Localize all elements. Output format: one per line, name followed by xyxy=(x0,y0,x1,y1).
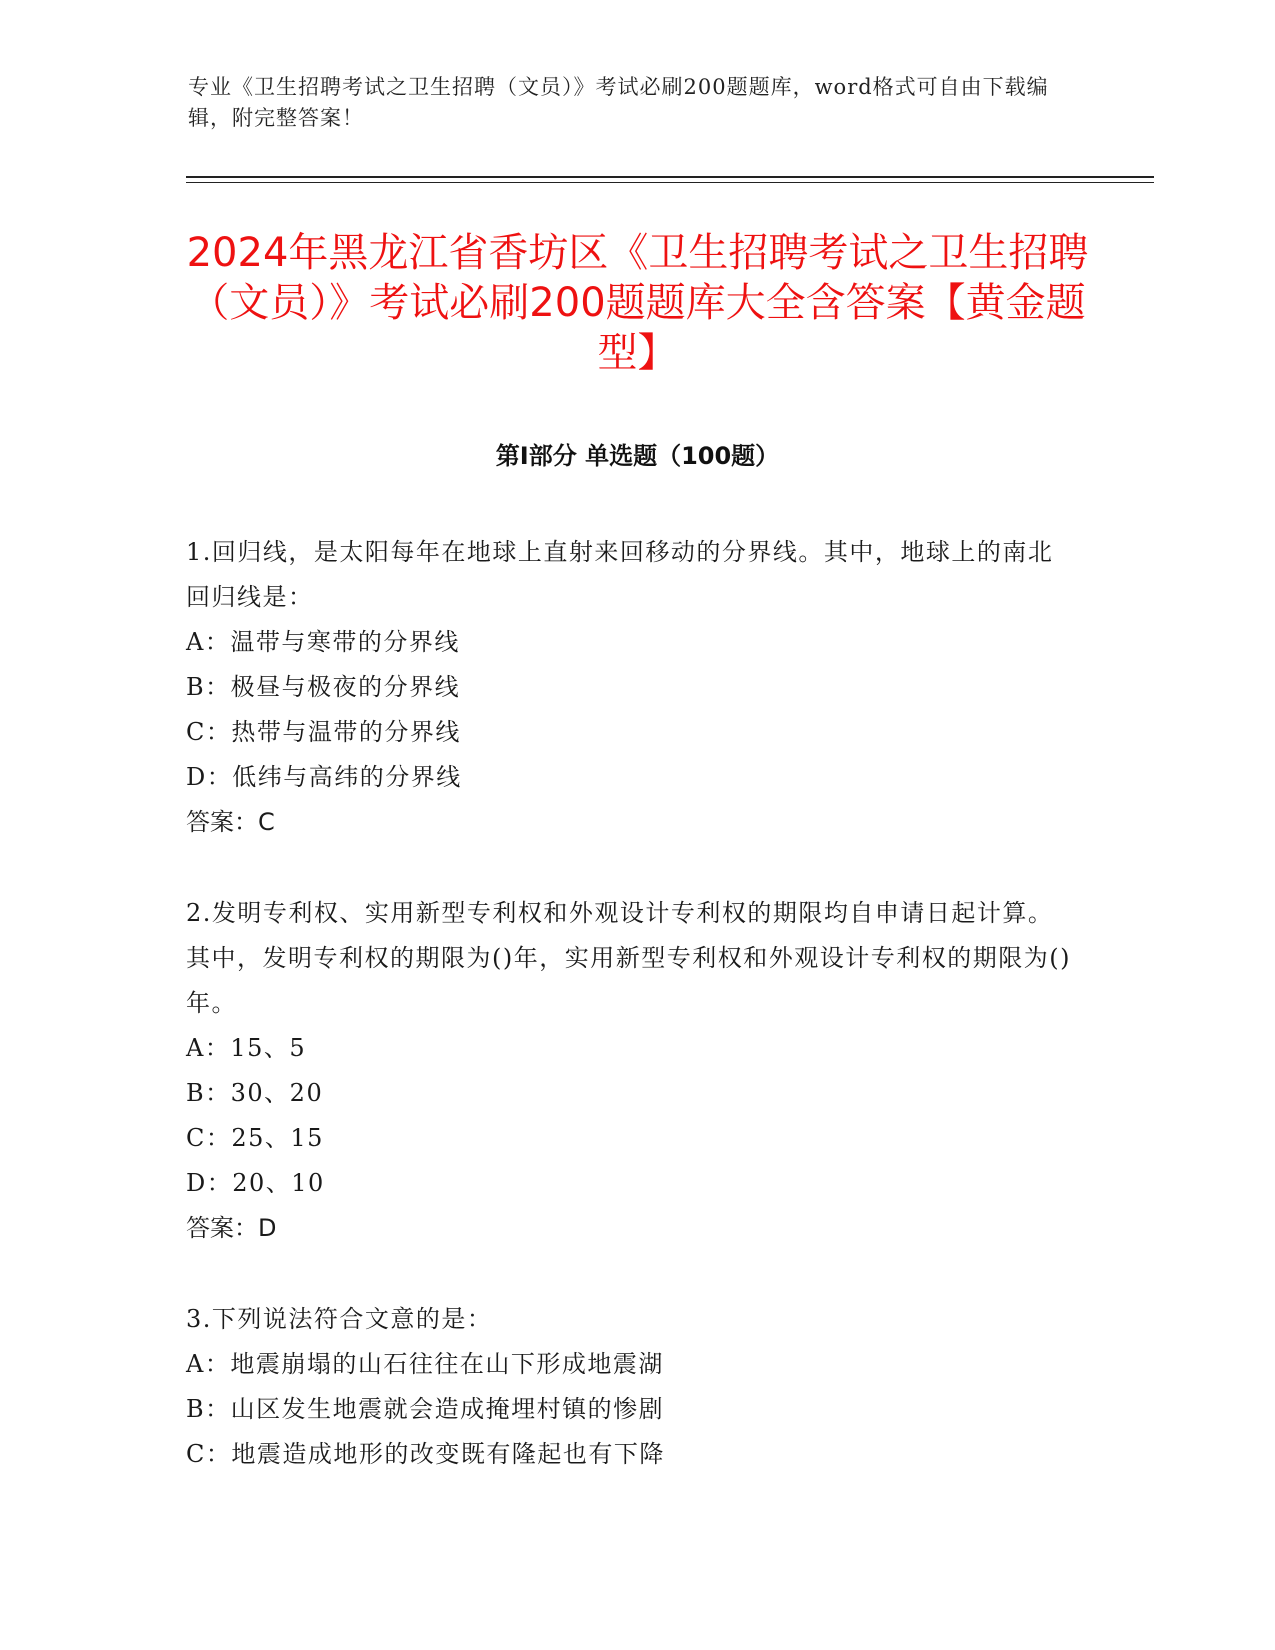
answer: 答案：C xyxy=(186,808,275,836)
header-divider-thick xyxy=(186,176,1154,178)
section-heading: 第I部分 单选题（100题） xyxy=(495,442,780,470)
question-3 xyxy=(186,1297,1076,1477)
option-b: B：极昼与极夜的分界线 xyxy=(186,673,461,701)
option-a: A：温带与寒带的分界线 xyxy=(186,628,460,656)
option-b: B：山区发生地震就会造成掩埋村镇的惨剧 xyxy=(186,1395,665,1423)
option-b: B：30、20 xyxy=(186,1079,324,1107)
question-2 xyxy=(186,891,1076,1251)
option-a: A：地震崩塌的山石往往在山下形成地震湖 xyxy=(186,1350,664,1378)
header-note: 专业《卫生招聘考试之卫生招聘（文员）》考试必刷200题题库，word格式可自由下载编辑，附完整答案！ xyxy=(188,75,1049,130)
option-c: C：热带与温带的分界线 xyxy=(186,718,461,746)
option-c: C：地震造成地形的改变既有隆起也有下降 xyxy=(186,1440,665,1468)
header-divider-thin xyxy=(186,182,1154,183)
question-1 xyxy=(186,530,1076,845)
document-title: 2024年黑龙江省香坊区《卫生招聘考试之卫生招聘（文员）》考试必刷200题题库大全含答案【黄金题型】 xyxy=(186,230,1089,376)
question-stem: 1.回归线，是太阳每年在地球上直射来回移动的分界线。其中，地球上的南北回归线是： xyxy=(186,538,1054,611)
question-stem: 3.下列说法符合文意的是： xyxy=(186,1305,493,1333)
option-d: D：低纬与高纬的分界线 xyxy=(186,763,462,791)
option-d: D：20、10 xyxy=(186,1169,325,1197)
option-a: A：15、5 xyxy=(186,1034,307,1062)
question-stem: 2.发明专利权、实用新型专利权和外观设计专利权的期限均自申请日起计算。其中，发明专利权的期限为()年，实用新型专利权和外观设计专利权的期限为()年。 xyxy=(186,899,1071,1017)
answer: 答案：D xyxy=(186,1214,277,1242)
question-list xyxy=(186,530,1076,1523)
option-c: C：25、15 xyxy=(186,1124,324,1152)
